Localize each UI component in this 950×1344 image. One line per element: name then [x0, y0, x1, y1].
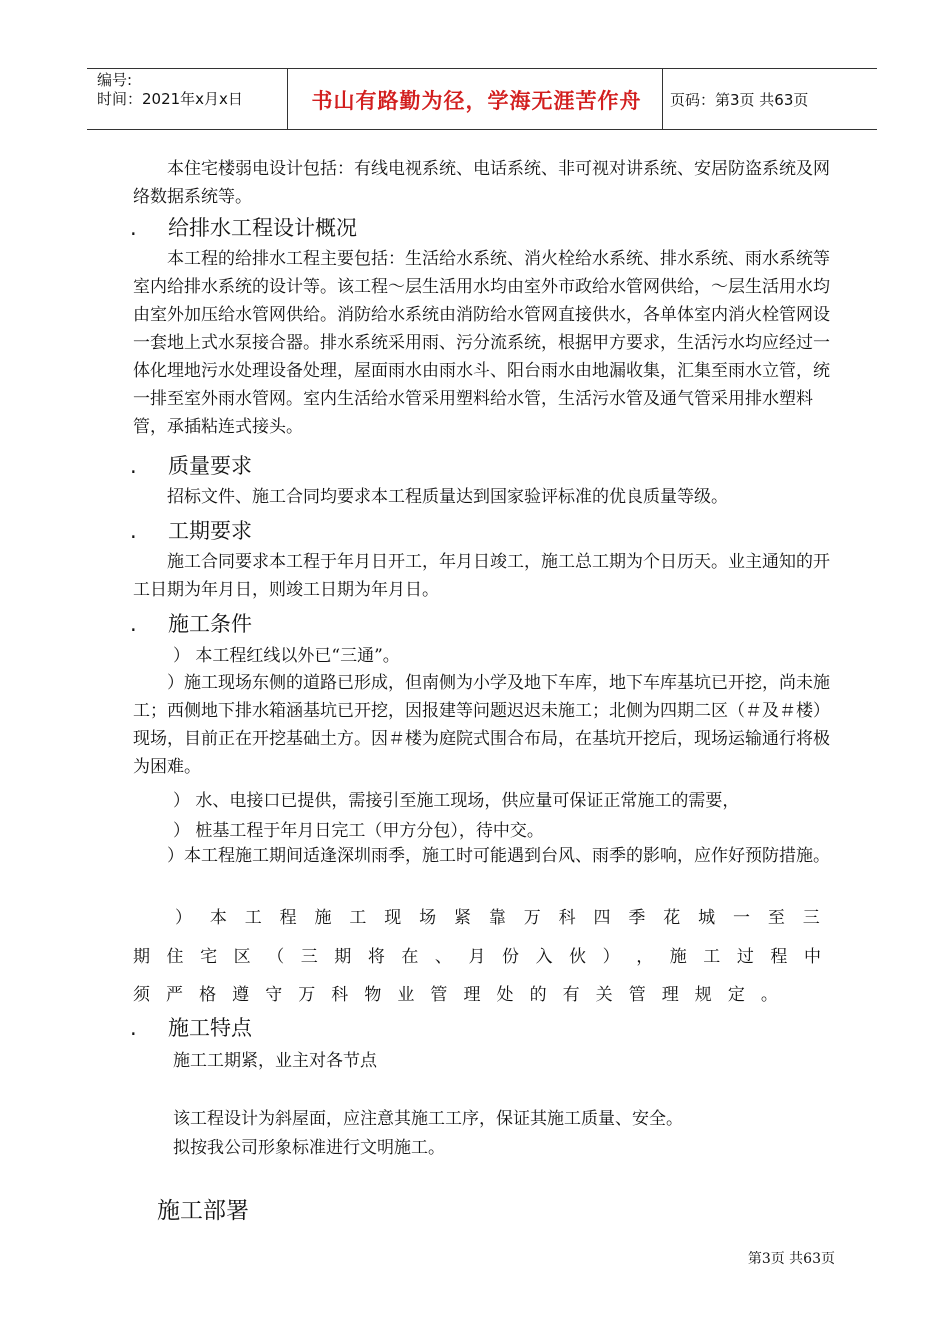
- feature-item: 施工工期紧，业主对各节点: [173, 1051, 377, 1071]
- condition-item-line: 期 住 宅 区 （ 三 期 将 在 、 月 份 入 伙 ） ， 施 工 过 程 中: [133, 947, 821, 967]
- paragraph-quality: 招标文件、施工合同均要求本工程质量达到国家验评标准的优良质量等级。: [167, 487, 728, 507]
- section-heading-features: . 施工特点: [130, 1016, 252, 1040]
- feature-item: 拟按我公司形象标准进行文明施工。: [173, 1138, 445, 1158]
- section-heading-schedule: . 工期要求: [130, 519, 252, 543]
- header-motto: 书山有路勤为径，学海无涯苦作舟: [311, 89, 642, 113]
- condition-item-line: 须 严 格 遵 守 万 科 物 业 管 理 处 的 有 关 管 理 规 定 。: [133, 985, 778, 1005]
- header-divider: [287, 69, 288, 129]
- header-page-number: 页码：第3页 共63页: [670, 91, 809, 109]
- paragraph-schedule: 施工合同要求本工程于年月日开工，年月日竣工，施工总工期为个日历天。业主通知的开工日期为年月日，则竣工日期为年月日。: [133, 552, 830, 600]
- condition-item: ） 桩基工程于年月日完工（甲方分包），待中交。: [173, 821, 544, 841]
- condition-item: ） 水、电接口已提供，需接引至施工现场，供应量可保证正常施工的需要，: [173, 791, 740, 811]
- paragraph-weak-current: 本住宅楼弱电设计包括：有线电视系统、电话系统、非可视对讲系统、安居防盗系统及网络数据系统等。: [133, 159, 830, 207]
- page-header: [87, 68, 877, 130]
- section-heading-quality: . 质量要求: [130, 454, 252, 478]
- section-heading-plumbing: . 给排水工程设计概况: [130, 216, 357, 240]
- section-heading-deployment: 施工部署: [157, 1198, 249, 1224]
- feature-item: 该工程设计为斜屋面，应注意其施工工序，保证其施工质量、安全。: [173, 1109, 683, 1129]
- paragraph-plumbing: 本工程的给排水工程主要包括：生活给水系统、消火栓给水系统、排水系统、雨水系统等室内给排水系统的设计等。该工程～层生活用水均由室外市政给水管网供给，～层生活用水均由室外加压给水管网供给。消防给水系统由消防给水管网直接供水，各单体室内消火栓管网设一套地上式水泵接合器。排水系统采用雨、污分流系统，根据甲方要求，生活污水均应经过一体化埋地污水处理设备处理，屋面雨水由雨水斗、阳台雨水由地漏收集，汇集至雨水立管，统一排至室外雨水管网。室内生活给水管采用塑料给水管，生活污水管及通气管采用排水塑料管，承插粘连式接头。: [133, 249, 830, 437]
- header-time: 时间：2021年x月x日: [97, 90, 243, 108]
- header-divider: [662, 69, 663, 129]
- condition-item: ）施工现场东侧的道路已形成，但南侧为小学及地下车库，地下车库基坑已开挖，尚未施工；西侧地下排水箱涵基坑已开挖，因报建等问题迟迟未施工；北侧为四期二区（＃及＃楼）现场，目前正在开挖基础土方。因＃楼为庭院式围合布局，在基坑开挖后，现场运输通行将极为困难。: [133, 673, 830, 777]
- header-meta: [97, 71, 287, 109]
- footer-page-number: 第3页 共63页: [747, 1251, 835, 1267]
- condition-item: ） 本工程红线以外已“三通”。: [173, 646, 400, 666]
- condition-item: ）本工程施工期间适逢深圳雨季，施工时可能遇到台风、雨季的影响，应作好预防措施。: [167, 846, 830, 866]
- condition-item-line: ） 本 工 程 施 工 现 场 紧 靠 万 科 四 季 花 城 一 至 三: [175, 908, 820, 928]
- header-number: 编号:: [97, 71, 133, 89]
- section-heading-conditions: . 施工条件: [130, 612, 252, 636]
